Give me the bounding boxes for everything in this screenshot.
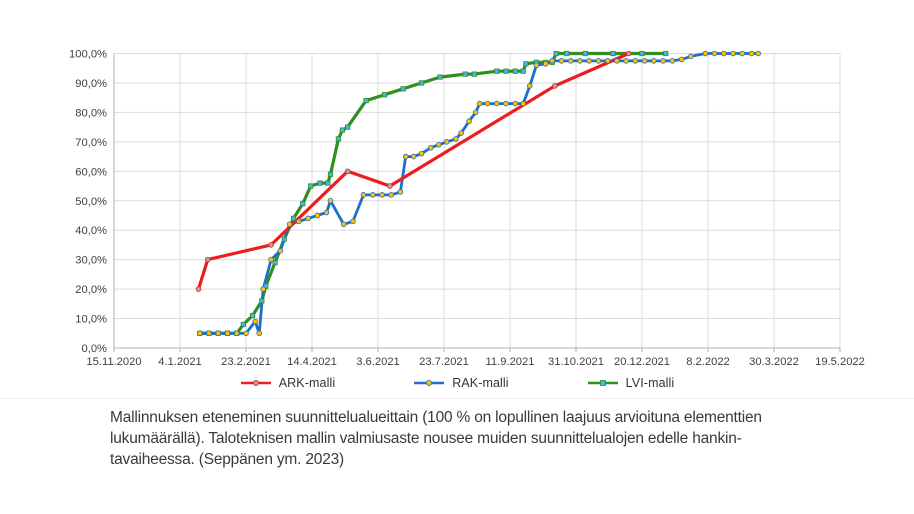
marker-rak-malli [398, 190, 403, 195]
marker-rak-malli [513, 101, 518, 106]
marker-rak-malli [459, 131, 464, 136]
marker-lvi-malli [565, 51, 569, 55]
marker-rak-malli [269, 257, 274, 262]
marker-rak-malli [411, 154, 416, 159]
x-tick-label: 14.4.2021 [287, 356, 337, 368]
marker-rak-malli [257, 331, 262, 336]
caption-line: lukumäärällä). Taloteknisen mallin valmiusaste nousee muiden suunnittelualojen edelle hankin- [110, 430, 742, 447]
marker-rak-malli [351, 219, 356, 224]
x-tick-label: 31.10.2021 [548, 356, 604, 368]
x-tick-label: 15.11.2020 [86, 356, 142, 368]
x-tick-label: 20.12.2021 [614, 356, 670, 368]
marker-rak-malli [624, 58, 629, 63]
marker-rak-malli [568, 58, 573, 63]
marker-rak-malli [670, 58, 675, 63]
marker-lvi-malli [640, 51, 644, 55]
y-tick-label: 80,0% [75, 107, 107, 120]
y-tick-label: 90,0% [75, 77, 107, 90]
marker-lvi-malli [282, 237, 286, 241]
y-tick-label: 0,0% [81, 343, 107, 355]
marker-rak-malli [216, 331, 221, 336]
marker-rak-malli [453, 137, 458, 142]
marker-rak-malli [234, 331, 239, 336]
marker-rak-malli [605, 58, 610, 63]
legend-marker-icon [600, 381, 605, 386]
marker-rak-malli [559, 58, 564, 63]
legend-marker-icon [427, 380, 432, 385]
marker-lvi-malli [250, 313, 254, 317]
marker-lvi-malli [301, 201, 305, 205]
legend-item-lvi-malli [587, 376, 675, 390]
marker-lvi-malli [513, 69, 517, 73]
y-tick-label: 50,0% [75, 195, 107, 208]
marker-ark-malli [387, 184, 392, 189]
marker-lvi-malli [382, 93, 386, 97]
marker-rak-malli [473, 110, 478, 115]
marker-rak-malli [261, 287, 266, 292]
series-line-lvi-malli [200, 54, 666, 334]
marker-lvi-malli [419, 81, 423, 85]
marker-rak-malli [197, 331, 202, 336]
caption-line: tavaiheessa. (Seppänen ym. 2023) [110, 451, 345, 468]
marker-rak-malli [596, 58, 601, 63]
marker-rak-malli [679, 57, 684, 62]
series-line-rak-malli [200, 54, 758, 334]
marker-lvi-malli [504, 69, 508, 73]
marker-ark-malli [345, 169, 350, 174]
marker-lvi-malli [583, 51, 587, 55]
marker-lvi-malli [326, 181, 330, 185]
marker-lvi-malli [524, 62, 528, 66]
legend-line-marker-icon [587, 378, 619, 388]
marker-rak-malli [504, 101, 509, 106]
marker-rak-malli [324, 210, 329, 215]
marker-lvi-malli [611, 51, 615, 55]
x-tick-label: 23.2.2021 [221, 356, 271, 368]
chart-legend [0, 372, 914, 394]
marker-lvi-malli [328, 172, 332, 176]
marker-rak-malli [389, 192, 394, 197]
x-tick-label: 3.6.2021 [356, 356, 400, 368]
marker-rak-malli [521, 101, 526, 106]
marker-rak-malli [403, 154, 408, 159]
marker-lvi-malli [401, 87, 405, 91]
marker-rak-malli [615, 58, 620, 63]
marker-rak-malli [550, 58, 555, 63]
marker-rak-malli [651, 58, 656, 63]
x-tick-label: 8.2.2022 [686, 356, 730, 368]
caption-line: Mallinnuksen eteneminen suunnittelualueittain (100 % on lopullinen laajuus arvioituna elementtien [110, 409, 762, 426]
marker-rak-malli [444, 139, 449, 144]
marker-rak-malli [494, 101, 499, 106]
x-tick-label: 30.3.2022 [749, 356, 799, 368]
y-tick-label: 70,0% [75, 136, 107, 149]
marker-rak-malli [534, 63, 539, 68]
y-tick-label: 10,0% [75, 313, 107, 326]
marker-rak-malli [688, 54, 693, 59]
marker-rak-malli [436, 142, 441, 147]
marker-rak-malli [306, 216, 311, 221]
figure-bottom-divider [0, 398, 914, 399]
marker-rak-malli [361, 192, 366, 197]
marker-lvi-malli [291, 216, 295, 220]
marker-lvi-malli [336, 137, 340, 141]
marker-lvi-malli [318, 181, 322, 185]
marker-rak-malli [712, 51, 717, 56]
legend-label: LVI-malli [625, 376, 675, 390]
marker-rak-malli [527, 83, 532, 88]
marker-rak-malli [578, 58, 583, 63]
marker-rak-malli [749, 51, 754, 56]
marker-lvi-malli [364, 98, 368, 102]
legend-item-ark-malli [240, 376, 335, 390]
marker-rak-malli [731, 51, 736, 56]
marker-rak-malli [467, 119, 472, 124]
marker-rak-malli [633, 58, 638, 63]
marker-rak-malli [207, 331, 212, 336]
marker-ark-malli [626, 51, 631, 56]
y-tick-label: 20,0% [75, 284, 107, 297]
marker-rak-malli [703, 51, 708, 56]
marker-rak-malli [341, 222, 346, 227]
legend-label: RAK-malli [452, 376, 509, 390]
marker-rak-malli [315, 213, 320, 218]
marker-rak-malli [756, 51, 761, 56]
marker-rak-malli [428, 145, 433, 150]
legend-label: ARK-malli [278, 376, 336, 390]
marker-rak-malli [287, 222, 292, 227]
y-tick-label: 30,0% [75, 254, 107, 267]
marker-rak-malli [370, 192, 375, 197]
marker-lvi-malli [308, 184, 312, 188]
marker-lvi-malli [241, 322, 245, 326]
marker-lvi-malli [463, 72, 467, 76]
marker-rak-malli [253, 319, 258, 324]
marker-rak-malli [587, 58, 592, 63]
marker-rak-malli [485, 101, 490, 106]
marker-rak-malli [477, 101, 482, 106]
marker-rak-malli [543, 61, 548, 66]
marker-lvi-malli [554, 51, 558, 55]
marker-ark-malli [205, 257, 210, 262]
marker-rak-malli [380, 192, 385, 197]
marker-lvi-malli [664, 51, 668, 55]
y-tick-label: 40,0% [75, 225, 107, 238]
y-tick-label: 100,0% [69, 48, 107, 61]
marker-rak-malli [740, 51, 745, 56]
marker-ark-malli [269, 243, 274, 248]
marker-lvi-malli [438, 75, 442, 79]
marker-rak-malli [244, 331, 249, 336]
legend-item-rak-malli [413, 376, 508, 390]
legend-marker-icon [253, 380, 258, 385]
y-tick-label: 60,0% [75, 166, 107, 179]
marker-rak-malli [328, 198, 333, 203]
marker-rak-malli [661, 58, 666, 63]
marker-rak-malli [419, 151, 424, 156]
marker-lvi-malli [472, 72, 476, 76]
x-tick-label: 23.7.2021 [419, 356, 469, 368]
legend-line-marker-icon [240, 378, 272, 388]
marker-ark-malli [552, 83, 557, 88]
marker-rak-malli [721, 51, 726, 56]
x-tick-label: 11.9.2021 [485, 356, 535, 368]
legend-line-marker-icon [413, 378, 445, 388]
x-tick-label: 19.5.2022 [815, 356, 865, 368]
marker-lvi-malli [495, 69, 499, 73]
marker-rak-malli [296, 219, 301, 224]
marker-lvi-malli [340, 128, 344, 132]
marker-rak-malli [642, 58, 647, 63]
marker-rak-malli [278, 248, 283, 253]
figure-caption [110, 407, 830, 470]
marker-lvi-malli [521, 69, 525, 73]
marker-ark-malli [196, 287, 201, 292]
marker-rak-malli [225, 331, 230, 336]
x-tick-label: 4.1.2021 [158, 356, 202, 368]
marker-lvi-malli [345, 125, 349, 129]
marker-lvi-malli [260, 299, 264, 303]
